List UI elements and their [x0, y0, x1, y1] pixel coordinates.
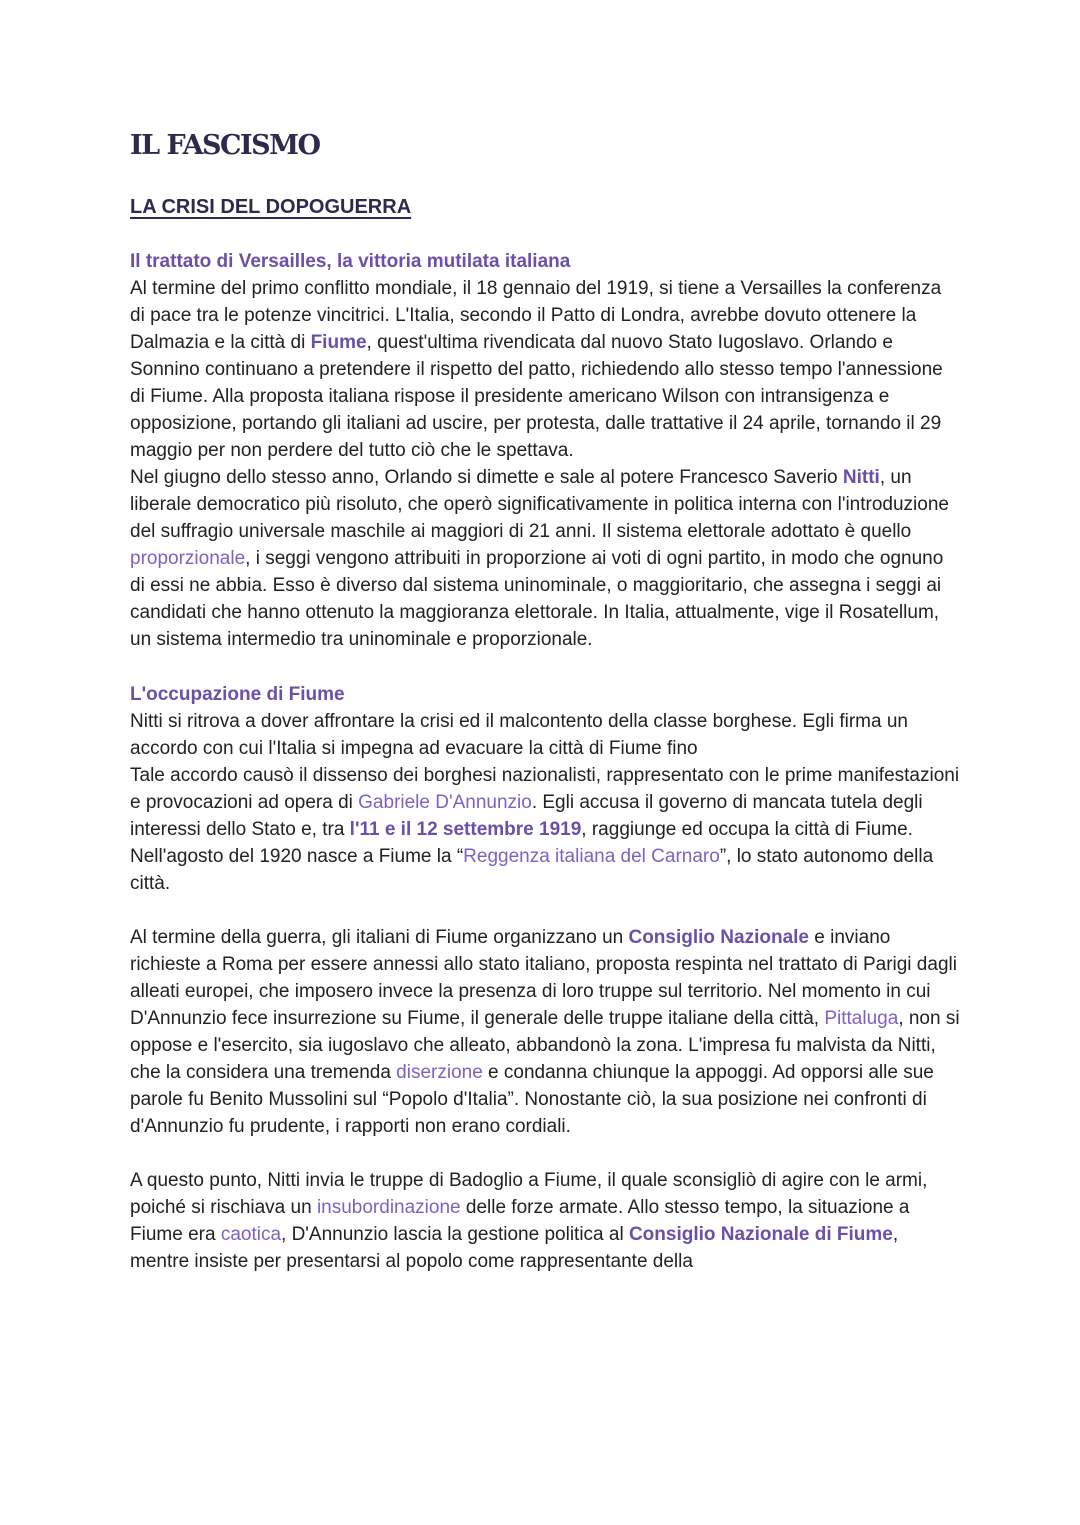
document-page: [130, 128, 960, 1275]
text-run: e inviano richieste a Roma per essere annessi allo stato italiano, proposta respinta nel trattato di Parigi dagli alleati europei, che imposero invece la presenza di loro truppe sul territorio. Nel momento in cui D'Annunzio fece insurrezione su Fiume, il generale delle truppe italiane della città,: [130, 927, 957, 1029]
section-title: LA CRISI DEL DOPOGUERRA: [130, 196, 412, 218]
text-run: , quest'ultima rivendicata dal nuovo Stato Iugoslavo. Orlando e Sonnino continuano a pretendere il rispetto del patto, richiedendo allo stesso tempo l'annessione di Fiume. Alla proposta italiana rispose il presidente americano Wilson con intransigenza e opposizione, portando gli italiani ad uscire, per protesta, dalle trattative il 24 aprile, tornando il 29 maggio per non perdere del tutto ciò che le spettava.: [130, 332, 943, 461]
highlight-term: Gabriele D'Annunzio: [358, 792, 532, 813]
paragraph-gap: [130, 897, 960, 924]
subsection-title-versailles: Il trattato di Versailles, la vittoria mutilata italiana: [130, 251, 571, 272]
text-run: Al termine del primo conflitto mondiale, il 18 gennaio del 1919, si tiene a Versailles la conferenza di pace tra le potenze vincitrici. L'Italia, secondo il Patto di Londra, avrebbe dovuto ottenere la Dalmazia e la città di: [130, 278, 942, 353]
text-run: . Egli accusa il governo di mancata tutela degli interessi dello Stato e, tra: [130, 792, 923, 840]
highlight-term: Consiglio Nazionale di Fiume: [628, 1224, 893, 1245]
text-run: e condanna chiunque la appoggi. Ad opporsi alle sue parole fu Benito Mussolini sul “Popolo d'Italia”. Nonostante ciò, la sua posizione nei confronti di d'Annunzio fu prudente, i rapporti non erano cordiali.: [130, 1062, 934, 1137]
highlight-term: insubordinazione: [316, 1197, 461, 1218]
paragraph-versailles-1: [130, 275, 960, 464]
highlight-term: caotica: [220, 1224, 282, 1245]
text-run: , i seggi vengono attribuiti in proporzione ai voti di ogni partito, in modo che ognuno di essi ne abbia. Esso è diverso dal sistema uninominale, o maggioritario, che assegna i seggi ai candidati che hanno ottenuto la maggioranza elettorale. In Italia, attualmente, vige il Rosatellum, un sistema intermedio tra uninominale e proporzionale.: [130, 548, 944, 650]
paragraph-fiume-3: [130, 1167, 960, 1275]
text-run: Nitti si ritrova a dover affrontare la crisi ed il malcontento della classe borghese. Egli firma un accordo con cui l'Italia si impegna ad evacuare la città di Fiume fino: [130, 711, 908, 759]
highlight-term: diserzione: [396, 1062, 483, 1083]
text-run: , raggiunge ed occupa la città di Fiume. Nell'agosto del 1920 nasce a Fiume la “: [130, 819, 913, 867]
text-run: delle forze armate. Allo stesso tempo, la situazione a Fiume era: [130, 1197, 910, 1245]
text-run: A questo punto, Nitti invia le truppe di Badoglio a Fiume, il quale sconsigliò di agire con le armi, poiché si rischiava un: [130, 1170, 928, 1218]
text-run: , un liberale democratico più risoluto, che operò significativamente in politica interna con l'introduzione del suffragio universale maschile ai maggiori di 21 anni. Il sistema elettorale adottato è quello: [130, 467, 949, 542]
text-run: Tale accordo causò il dissenso dei borghesi nazionalisti, rappresentato con le prime manifestazioni e provocazioni ad opera di: [130, 765, 960, 813]
text-run: Nel giugno dello stesso anno, Orlando si dimette e sale al potere Francesco Saverio: [130, 467, 843, 488]
highlight-term: Reggenza italiana del Carnaro: [463, 846, 720, 867]
document-title: IL FASCISMO: [130, 130, 320, 161]
paragraph-fiume-1: [130, 708, 960, 897]
text-run: ”, lo stato autonomo della città.: [130, 846, 934, 894]
text-run: , non si oppose e l'esercito, sia iugoslavo che alleato, abbandonò la zona. L'impresa fu malvista da Nitti, che la considera una tremenda: [130, 1008, 960, 1083]
text-run: Al termine della guerra, gli italiani di Fiume organizzano un: [130, 927, 629, 948]
highlight-term: Nitti: [842, 467, 880, 488]
subsection-title-fiume: L'occupazione di Fiume: [130, 684, 345, 705]
highlight-term: Pittaluga: [824, 1008, 899, 1029]
text-run: , mentre insiste per presentarsi al popolo come rappresentante della: [130, 1224, 899, 1272]
paragraph-gap: [130, 1140, 960, 1167]
highlight-term: Fiume: [310, 332, 367, 353]
highlight-term: proporzionale: [130, 548, 246, 569]
paragraph-fiume-2: [130, 924, 960, 1140]
text-run: , D'Annunzio lascia la gestione politica al: [281, 1224, 629, 1245]
highlight-term: Consiglio Nazionale: [628, 927, 810, 948]
paragraph-versailles-2: [130, 464, 960, 653]
highlight-term: l'11 e il 12 settembre 1919: [349, 819, 582, 840]
